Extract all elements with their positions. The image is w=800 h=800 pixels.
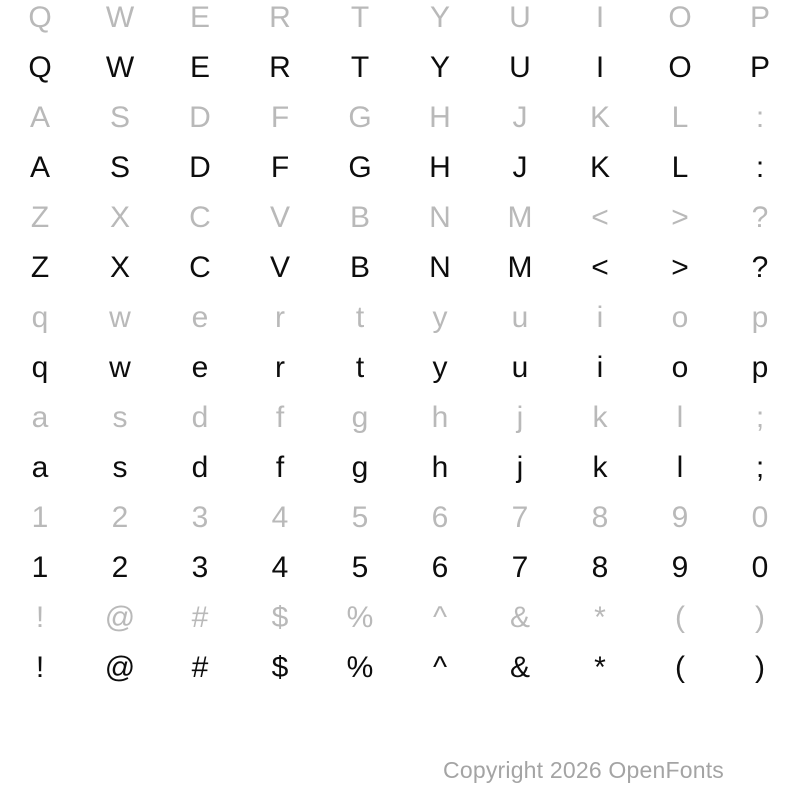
glyph-row-10-black [0,443,800,493]
glyph-cell: @ [104,601,136,634]
glyph-cell: $ [271,651,289,684]
glyph-cell: j [516,451,524,484]
glyph-cell: G [348,101,372,134]
glyph-cell: P [749,1,770,34]
glyph-cell: < [591,251,609,284]
glyph-cell: o [671,301,689,334]
glyph-cell: ( [675,651,685,684]
glyph-cell: N [429,201,451,234]
glyph-cell: a [31,401,49,434]
glyph-cell: X [109,251,130,284]
glyph-cell: @ [104,651,136,684]
glyph-cell: ^ [432,651,448,684]
glyph-cell: Z [30,201,50,234]
glyph-cell: : [755,101,765,134]
glyph-row-8-black [0,343,800,393]
glyph-cell: : [755,151,765,184]
glyph-cell: Z [30,251,50,284]
glyph-cell: # [191,601,209,634]
glyph-cell: ^ [432,601,448,634]
glyph-row-14-black [0,643,800,693]
glyph-cell: u [511,301,529,334]
glyph-cell: U [509,51,531,84]
glyph-cell: % [346,601,374,634]
glyph-cell: 2 [111,551,129,584]
glyph-cell: L [671,101,689,134]
glyph-cell: k [592,401,608,434]
glyph-cell: y [432,351,448,384]
glyph-cell: $ [271,601,289,634]
glyph-cell: * [594,651,606,684]
glyph-cell: ( [675,601,685,634]
glyph-cell: j [516,401,524,434]
glyph-cell: X [109,201,130,234]
glyph-cell: D [189,101,211,134]
glyph-cell: S [109,101,130,134]
glyph-cell: C [189,201,211,234]
glyph-cell: O [668,1,692,34]
glyph-cell: r [275,301,285,334]
glyph-cell: R [269,1,291,34]
glyph-cell: 7 [511,551,529,584]
glyph-cell: 6 [431,551,449,584]
glyph-cell: L [671,151,689,184]
glyph-cell: 1 [31,501,49,534]
glyph-cell: o [671,351,689,384]
glyph-cell: H [429,101,451,134]
glyph-cell: A [29,151,50,184]
glyph-cell: d [191,401,209,434]
glyph-cell: l [676,401,684,434]
glyph-cell: N [429,251,451,284]
glyph-cell: i [596,301,604,334]
glyph-cell: T [350,51,370,84]
glyph-cell: U [509,1,531,34]
glyph-cell: G [348,151,372,184]
glyph-row-6-black [0,243,800,293]
glyph-cell: ! [35,601,45,634]
glyph-cell: s [112,451,128,484]
glyph-cell: J [512,101,528,134]
glyph-cell: > [671,251,689,284]
glyph-cell: I [595,51,605,84]
glyph-cell: 4 [271,501,289,534]
glyph-cell: g [351,451,369,484]
glyph-cell: r [275,351,285,384]
glyph-cell: W [105,51,135,84]
glyph-cell: H [429,151,451,184]
glyph-cell: q [31,301,49,334]
glyph-cell: F [270,151,290,184]
glyph-cell: 8 [591,551,609,584]
glyph-cell: g [351,401,369,434]
glyph-cell: u [511,351,529,384]
glyph-cell: k [592,451,608,484]
glyph-cell: T [350,1,370,34]
glyph-row-5-gray [0,193,800,243]
glyph-cell: s [112,401,128,434]
glyph-cell: V [269,251,290,284]
glyph-cell: f [275,401,285,434]
glyph-cell: e [191,351,209,384]
glyph-cell: % [346,651,374,684]
glyph-cell: 9 [671,501,689,534]
glyph-cell: e [191,301,209,334]
glyph-cell: B [349,201,370,234]
glyph-cell: f [275,451,285,484]
glyph-cell: ) [755,601,765,634]
glyph-row-1-gray [0,0,800,43]
glyph-cell: < [591,201,609,234]
glyph-cell: 6 [431,501,449,534]
glyph-row-13-gray [0,593,800,643]
glyph-cell: i [596,351,604,384]
glyph-cell: Y [429,51,450,84]
glyph-cell: 0 [751,501,769,534]
glyph-row-4-black [0,143,800,193]
glyph-cell: w [109,351,131,384]
glyph-cell: 3 [191,551,209,584]
glyph-cell: R [269,51,291,84]
glyph-cell: & [509,601,530,634]
glyph-cell: p [751,301,769,334]
glyph-cell: 3 [191,501,209,534]
glyph-row-11-gray [0,493,800,543]
glyph-cell: 0 [751,551,769,584]
glyph-cell: l [676,451,684,484]
glyph-cell: 9 [671,551,689,584]
glyph-cell: A [29,101,50,134]
glyph-cell: Q [28,1,52,34]
glyph-cell: > [671,201,689,234]
glyph-row-3-gray [0,93,800,143]
glyph-row-7-gray [0,293,800,343]
glyph-cell: # [191,651,209,684]
glyph-cell: 1 [31,551,49,584]
glyph-cell: w [109,301,131,334]
glyph-cell: P [749,51,770,84]
glyph-cell: B [349,251,370,284]
glyph-cell: O [668,51,692,84]
glyph-cell: ; [755,451,765,484]
glyph-cell: E [189,1,210,34]
glyph-cell: 8 [591,501,609,534]
glyph-cell: p [751,351,769,384]
glyph-cell: & [509,651,530,684]
glyph-cell: 5 [351,501,369,534]
glyph-cell: ; [755,401,765,434]
glyph-cell: D [189,151,211,184]
glyph-cell: h [431,401,449,434]
glyph-cell: F [270,101,290,134]
glyph-cell: C [189,251,211,284]
glyph-cell: V [269,201,290,234]
glyph-cell: t [355,351,365,384]
glyph-cell: d [191,451,209,484]
glyph-cell: 4 [271,551,289,584]
glyph-cell: E [189,51,210,84]
glyph-cell: q [31,351,49,384]
glyph-row-12-black [0,543,800,593]
glyph-cell: W [105,1,135,34]
glyph-cell: Q [28,51,52,84]
glyph-row-9-gray [0,393,800,443]
glyph-cell: t [355,301,365,334]
glyph-cell: ? [751,201,769,234]
glyph-cell: ) [755,651,765,684]
glyph-cell: S [109,151,130,184]
glyph-cell: ? [751,251,769,284]
glyph-cell: Y [429,1,450,34]
glyph-cell: M [507,201,533,234]
glyph-cell: J [512,151,528,184]
glyph-cell: h [431,451,449,484]
glyph-cell: y [432,301,448,334]
glyph-cell: K [589,101,610,134]
glyph-cell: 2 [111,501,129,534]
glyph-cell: 7 [511,501,529,534]
glyph-cell: a [31,451,49,484]
glyph-cell: ! [35,651,45,684]
glyph-cell: M [507,251,533,284]
glyph-cell: 5 [351,551,369,584]
glyph-row-2-black [0,43,800,93]
glyph-cell: K [589,151,610,184]
copyright-text: Copyright 2026 OpenFonts [443,757,724,783]
glyph-cell: * [594,601,606,634]
glyph-cell: I [595,1,605,34]
